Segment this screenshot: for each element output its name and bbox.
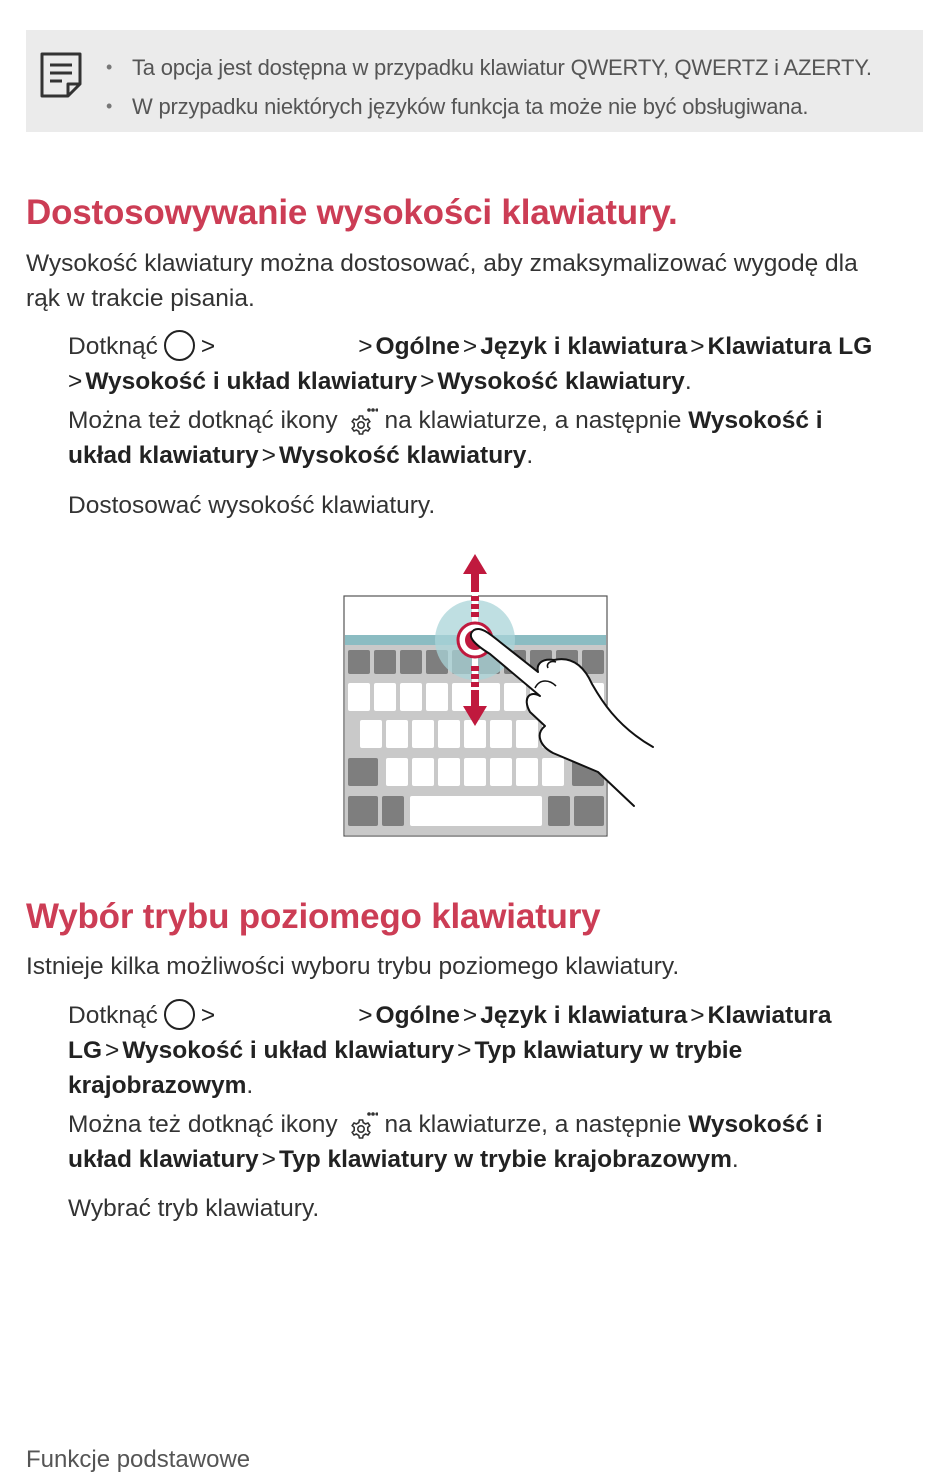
step-1-alternative: Można też dotknąć ikony na klawiaturze, a następnie Wysokość i układ klawiatury > Typ klawiatury w trybie krajobrazowym. <box>68 1111 823 1173</box>
section-title-landscape-mode: Wybór trybu poziomego klawiatury <box>26 897 601 936</box>
step-1-alternative: Można też dotknąć ikony na klawiaturze, a następnie Wysokość i układ klawiatury > Wysokość klawiatury. <box>68 407 823 469</box>
step-2: Dostosować wysokość klawiatury. <box>68 492 436 519</box>
section-title-keyboard-height: Dostosowywanie wysokości klawiatury. <box>26 193 678 232</box>
step-2: Wybrać tryb klawiatury. <box>68 1195 320 1222</box>
settings-gear-icon <box>348 408 378 434</box>
page-footer: Funkcje podstawowe <box>26 1446 251 1473</box>
step-1-path: Dotknąć > > Ogólne > Język i klawiatura > Klawiatura LG > Wysokość i układ klawiatury > Wysokość klawiatury. <box>68 329 872 399</box>
note-list <box>106 48 872 126</box>
section-intro: Wysokość klawiatury można dostosować, aby zmaksymalizować wygodę dla rąk w trakcie pisania. <box>26 250 858 312</box>
note-icon <box>40 52 82 98</box>
keyboard-height-illustration <box>340 548 660 838</box>
note-item: • W przypadku niektórych języków funkcja ta może nie być obsługiwana. <box>106 87 872 126</box>
home-icon <box>164 330 195 361</box>
note-item: • Ta opcja jest dostępna w przypadku klawiatur QWERTY, QWERTZ i AZERTY. <box>106 48 872 87</box>
note-box <box>26 30 923 132</box>
settings-gear-icon <box>348 1112 378 1138</box>
section-intro: Istnieje kilka możliwości wyboru trybu poziomego klawiatury. <box>26 953 680 980</box>
step-1-path: Dotknąć > > Ogólne > Język i klawiatura > Klawiatura LG > Wysokość i układ klawiatury > Typ klawiatury w trybie krajobrazowym. <box>68 998 831 1103</box>
home-icon <box>164 999 195 1030</box>
